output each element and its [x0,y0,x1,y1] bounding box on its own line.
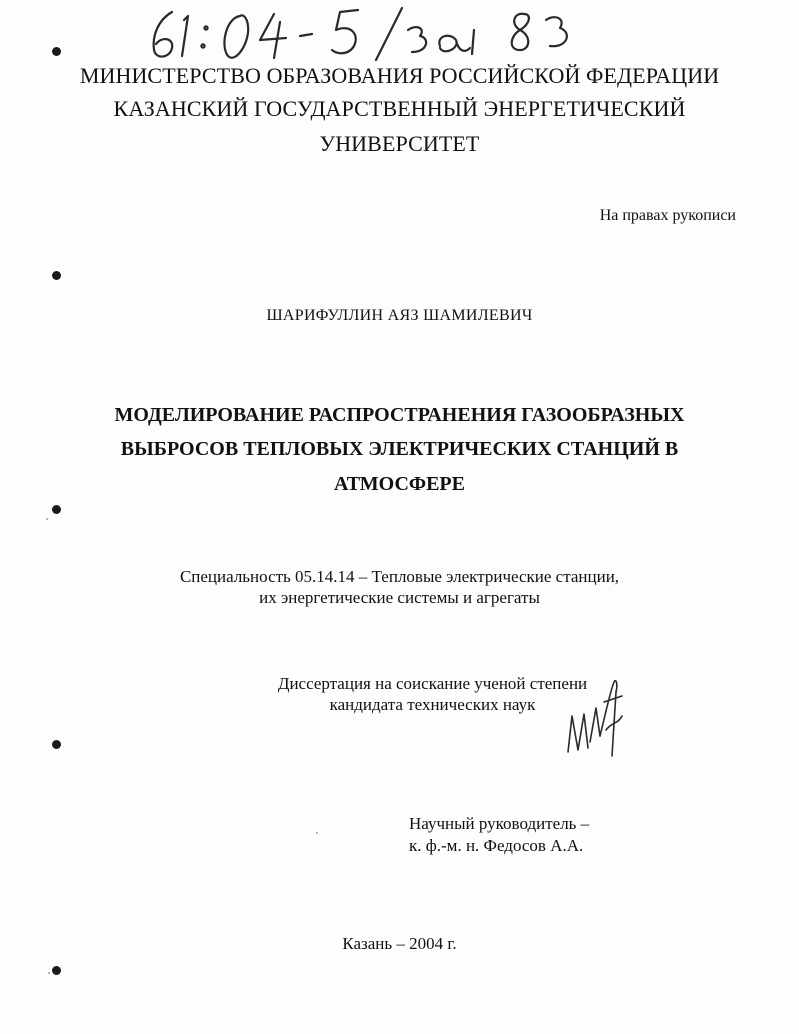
dissertation-degree-line-1: Диссертация на соискание ученой степени [277,674,588,693]
scan-speck [316,832,318,834]
binder-hole-mark-1 [52,47,61,56]
signature-scribble [560,672,630,762]
university-name-line-2: УНИВЕРСИТЕТ [319,131,480,156]
binder-hole-mark-3 [52,505,61,514]
specialty-line-1: Специальность 05.14.14 – Тепловые электрические станции, [179,567,620,586]
dissertation-degree-line-2: кандидата технических наук [329,695,536,714]
thesis-title-line-1: МОДЕЛИРОВАНИЕ РАСПРОСТРАНЕНИЯ ГАЗООБРАЗНЫХ [114,404,685,426]
thesis-title-line-2: ВЫБРОСОВ ТЕПЛОВЫХ ЭЛЕКТРИЧЕСКИХ СТАНЦИЙ В [120,438,679,460]
advisor-name: к. ф.-м. н. Федосов А.А. [409,836,584,855]
university-name-line-1: КАЗАНСКИЙ ГОСУДАРСТВЕННЫЙ ЭНЕРГЕТИЧЕСКИЙ [113,96,686,121]
binder-hole-mark-5 [52,966,61,975]
advisor-label: Научный руководитель – [409,814,590,833]
handwritten-signature [560,672,630,762]
city-year: Казань – 2004 г. [342,934,457,953]
author-name: ШАРИФУЛЛИН АЯЗ ШАМИЛЕВИЧ [266,307,533,324]
binder-hole-mark-4 [52,740,61,749]
manuscript-rights-note: На правах рукописи [599,207,736,224]
specialty-line-2: их энергетические системы и агрегаты [259,588,540,607]
scan-speck [46,518,48,520]
binder-hole-mark-2 [52,271,61,280]
thesis-title-line-3: АТМОСФЕРЕ [334,473,465,495]
scan-speck [48,972,50,974]
ministry-name-line-1: МИНИСТЕРСТВО ОБРАЗОВАНИЯ РОССИЙСКОЙ ФЕДЕРАЦИИ [79,63,720,88]
handwritten-registry-number [140,6,600,64]
registry-number-handwriting [140,6,600,64]
